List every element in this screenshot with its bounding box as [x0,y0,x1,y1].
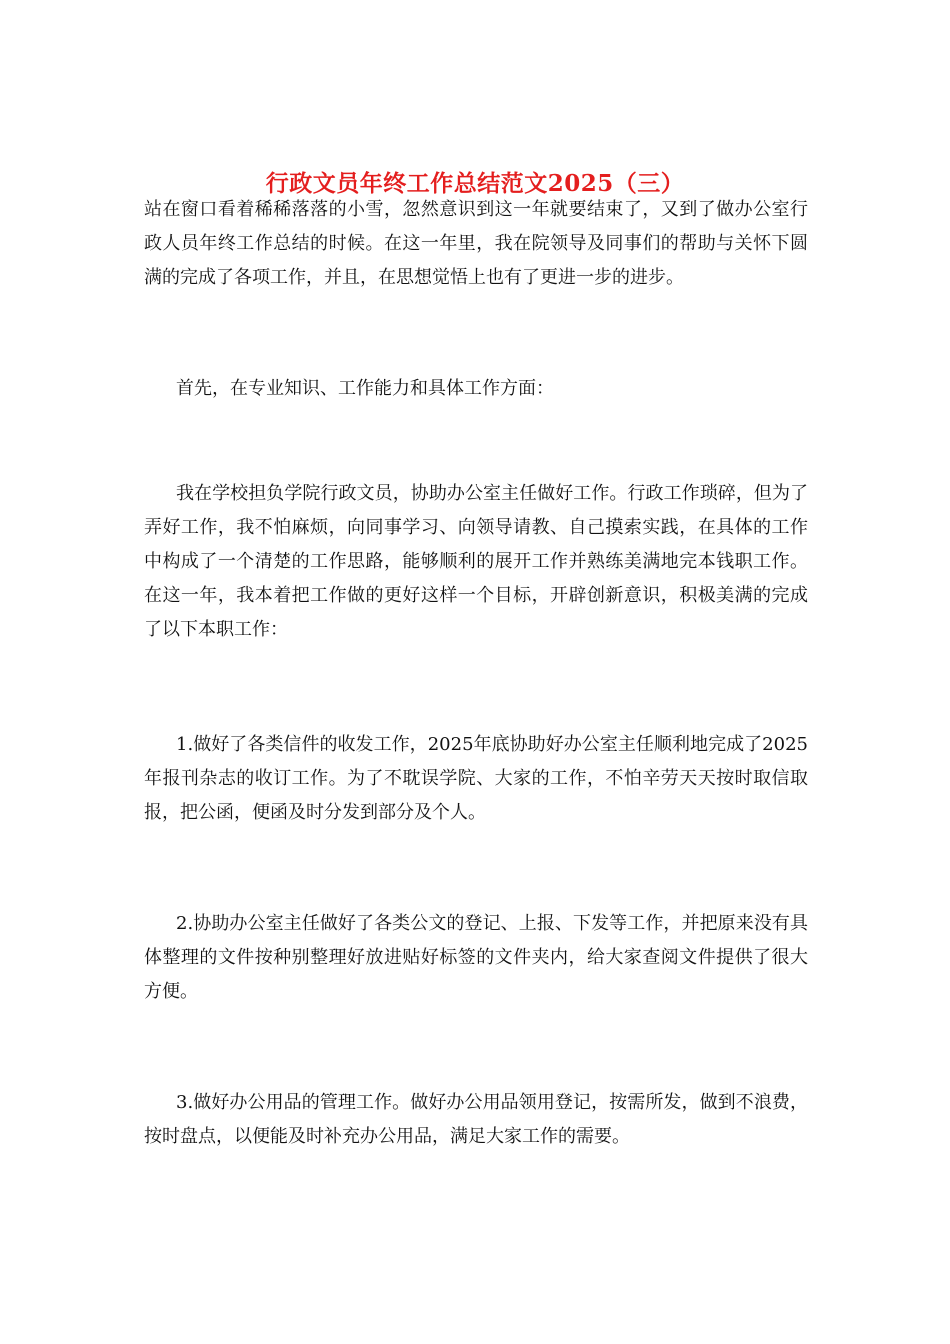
paragraph-item-3: 3.做好办公用品的管理工作。做好办公用品领用登记，按需所发，做到不浪费，按时盘点，以便能及时补充办公用品，满足大家工作的需要。 [144,1092,808,1147]
paragraph-item-1: 1.做好了各类信件的收发工作，2025年底协助好办公室主任顺利地完成了2025年报刊杂志的收订工作。为了不耽误学院、大家的工作，不怕辛劳天天按时取信取报，把公函，便函及时分发到部分及个人。 [144,734,808,823]
paragraph-section-heading: 首先，在专业知识、工作能力和具体工作方面： [176,378,554,399]
paragraph-job-description: 我在学校担负学院行政文员，协助办公室主任做好工作。行政工作琐碎，但为了弄好工作，我不怕麻烦，向同事学习、向领导请教、自己摸索实践，在具体的工作中构成了一个清楚的工作思路，能够顺利的展开工作并熟练美满地完本钱职工作。在这一年，我本着把工作做的更好这样一个目标，开辟创新意识，积极美满的完成了以下本职工作： [144,483,808,640]
paragraph-intro: 站在窗口看着稀稀落落的小雪，忽然意识到这一年就要结束了，又到了做办公室行政人员年终工作总结的时候。在这一年里，我在院领导及同事们的帮助与关怀下圆满的完成了各项工作，并且，在思想觉悟上也有了更进一步的进步。 [144,199,808,288]
paragraph-item-2: 2.协助办公室主任做好了各类公文的登记、上报、下发等工作，并把原来没有具体整理的文件按种别整理好放进贴好标签的文件夹内，给大家查阅文件提供了很大方便。 [144,913,808,1002]
document-title: 行政文员年终工作总结范文2025（三） [265,170,685,198]
